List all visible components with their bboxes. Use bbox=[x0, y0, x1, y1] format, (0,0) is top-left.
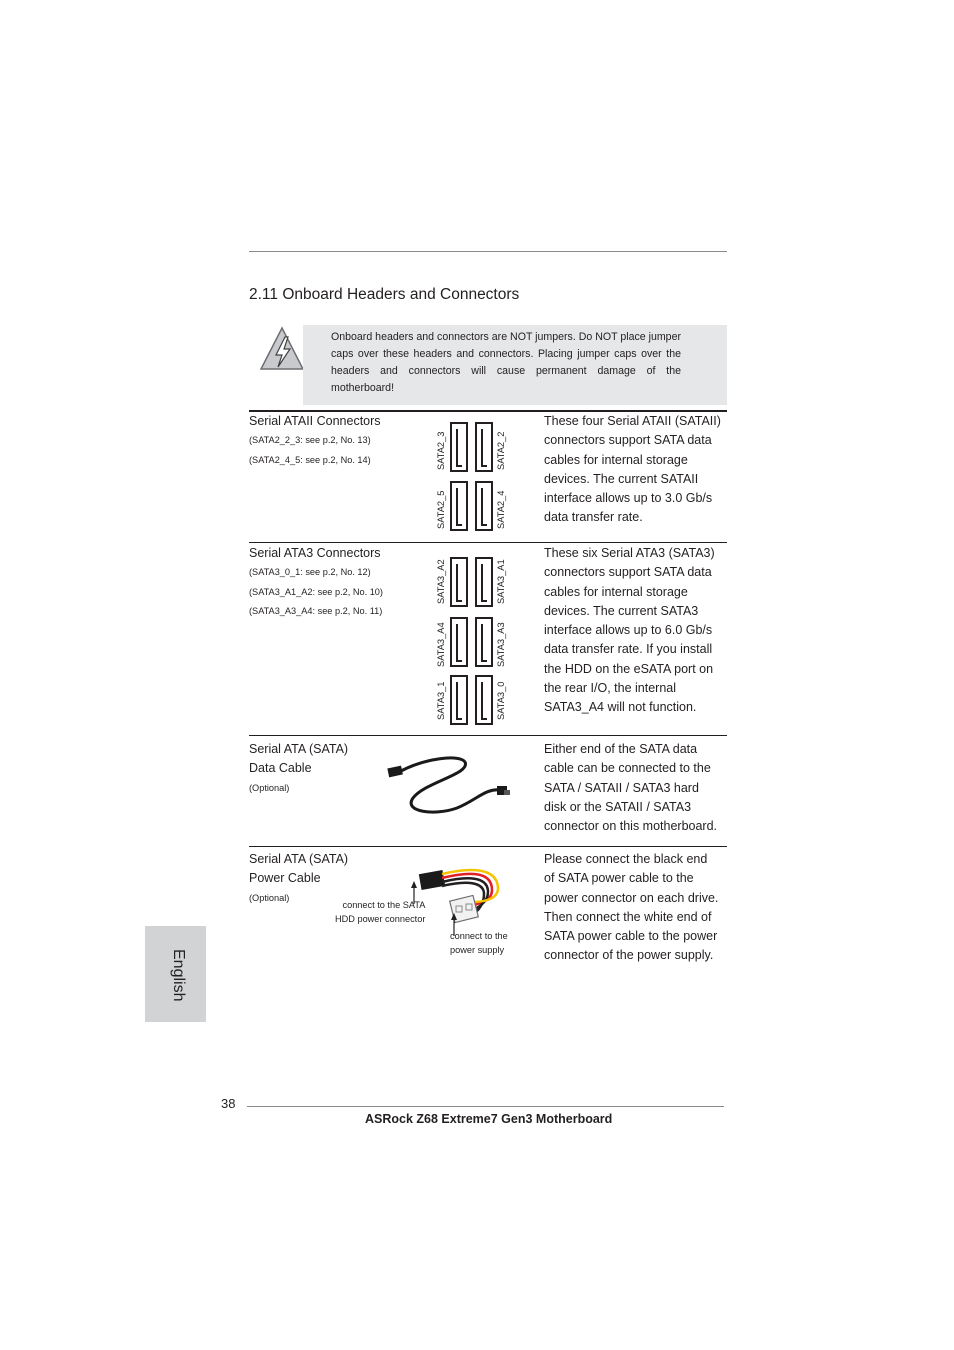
sata2-desc-line: data transfer rate. bbox=[544, 510, 643, 525]
sata3-ref-3: (SATA3_A3_A4: see p.2, No. 11) bbox=[249, 606, 383, 616]
port-label-sata2-4: SATA2_4 bbox=[496, 490, 506, 529]
sata2-refs bbox=[249, 431, 371, 470]
section-divider bbox=[249, 542, 727, 543]
power-cable-desc-line: power connector on each drive. bbox=[544, 890, 719, 905]
sata3-desc-line: connectors support SATA data bbox=[544, 565, 712, 580]
power-cable-desc-line: SATA power cable to the power bbox=[544, 929, 718, 944]
top-rule bbox=[249, 251, 727, 252]
section-title: 2.11 Onboard Headers and Connectors bbox=[249, 286, 520, 303]
data-cable-desc-line: connector on this motherboard. bbox=[544, 819, 718, 834]
note-hdd-line: connect to the SATA bbox=[342, 900, 426, 910]
power-cable-desc-line: connector of the power supply. bbox=[544, 948, 714, 963]
data-cable-desc-line: cable can be connected to the bbox=[544, 761, 711, 776]
sata2-desc-line: connectors support SATA data bbox=[544, 433, 712, 448]
section-divider bbox=[249, 846, 727, 847]
port-sata3-a1 bbox=[475, 557, 493, 607]
section-divider bbox=[249, 735, 727, 736]
port-sata3-a4 bbox=[450, 617, 468, 667]
sata2-connector-diagram bbox=[430, 418, 530, 536]
page-number: 38 bbox=[221, 1096, 236, 1111]
footer-rule bbox=[247, 1106, 724, 1107]
sata2-name: Serial ATAII Connectors bbox=[249, 414, 381, 428]
power-cable-desc-line: Then connect the white end of bbox=[544, 909, 712, 924]
data-cable-optional: (Optional) bbox=[249, 782, 290, 793]
power-cable-desc-line: Please connect the black end bbox=[544, 852, 708, 866]
data-cable-name-line: Serial ATA (SATA) bbox=[249, 742, 349, 756]
power-cable-description bbox=[544, 850, 718, 966]
port-sata2-4 bbox=[475, 481, 493, 531]
sata3-ref-1: (SATA3_0_1: see p.2, No. 12) bbox=[249, 567, 371, 577]
power-cable-optional: (Optional) bbox=[249, 892, 290, 903]
language-side-tab-label: English bbox=[170, 949, 187, 1002]
port-label-sata3-1: SATA3_1 bbox=[436, 681, 446, 720]
sata2-description bbox=[544, 412, 721, 528]
port-sata3-a3 bbox=[475, 617, 493, 667]
sata3-desc-line: the HDD on the eSATA port on bbox=[544, 661, 714, 676]
port-label-sata3-0: SATA3_0 bbox=[496, 681, 506, 720]
sata3-desc-line: data transfer rate. If you install bbox=[544, 642, 713, 657]
power-cable-desc-line: of SATA power cable to the bbox=[544, 871, 694, 886]
port-sata3-1 bbox=[450, 675, 468, 725]
port-label-sata2-3: SATA2_3 bbox=[436, 431, 446, 470]
sata3-desc-line: devices. The current SATA3 bbox=[544, 603, 699, 618]
port-sata3-0 bbox=[475, 675, 493, 725]
sata3-desc-line: cables for internal storage bbox=[544, 584, 688, 599]
power-cable-name-line: Power Cable bbox=[249, 871, 321, 886]
sata2-desc-line: cables for internal storage bbox=[544, 452, 688, 467]
sata3-desc-line: SATA3_A4 will not function. bbox=[544, 700, 697, 715]
warning-text: Onboard headers and connectors are NOT jumpers. Do NOT place jumper caps over these headers and connectors. Placing jumper caps over the headers and connectors will cause permanent damage of the motherboard! bbox=[331, 331, 681, 394]
port-sata2-5 bbox=[450, 481, 468, 531]
sata3-desc-line: interface allows up to 6.0 Gb/s bbox=[544, 623, 713, 638]
note-hdd-power bbox=[335, 898, 425, 926]
port-sata2-2 bbox=[475, 422, 493, 472]
note-hdd-line: HDD power connector bbox=[335, 914, 426, 924]
sata3-desc-line: These six Serial ATA3 (SATA3) bbox=[544, 546, 715, 560]
warning-box bbox=[303, 325, 727, 405]
sata-data-cable-illustration bbox=[385, 752, 525, 820]
data-cable-description bbox=[544, 740, 717, 836]
power-cable-name-line: Serial ATA (SATA) bbox=[249, 852, 349, 866]
sata3-connector-diagram bbox=[430, 552, 530, 728]
sata2-desc-line: devices. The current SATAII bbox=[544, 471, 699, 486]
sata3-ref-2: (SATA3_A1_A2: see p.2, No. 10) bbox=[249, 586, 383, 597]
port-sata2-3 bbox=[450, 422, 468, 472]
sata2-desc-line: interface allows up to 3.0 Gb/s bbox=[544, 491, 713, 506]
warning-lightning-icon bbox=[258, 325, 306, 371]
port-label-sata3-a4: SATA3_A4 bbox=[436, 622, 446, 667]
data-cable-name-line: Data Cable bbox=[249, 761, 312, 776]
power-cable-name bbox=[249, 850, 348, 908]
sata2-desc-line: These four Serial ATAII (SATAII) bbox=[544, 414, 721, 428]
port-label-sata3-a1: SATA3_A1 bbox=[496, 559, 506, 604]
sata3-desc-line: the rear I/O, the internal bbox=[544, 681, 677, 696]
note-psu-line: connect to the bbox=[450, 931, 508, 941]
port-label-sata2-5: SATA2_5 bbox=[436, 490, 446, 529]
sata3-description bbox=[544, 544, 715, 718]
port-label-sata3-a2: SATA3_A2 bbox=[436, 559, 446, 604]
language-side-tab bbox=[145, 926, 206, 1022]
note-power-supply bbox=[450, 929, 508, 957]
sata3-name: Serial ATA3 Connectors bbox=[249, 546, 381, 560]
data-cable-desc-line: SATA / SATAII / SATA3 hard bbox=[544, 780, 699, 795]
note-psu-line: power supply bbox=[450, 945, 505, 955]
data-cable-name bbox=[249, 740, 348, 798]
sata2-ref-2: (SATA2_4_5: see p.2, No. 14) bbox=[249, 454, 371, 465]
port-sata3-a2 bbox=[450, 557, 468, 607]
footer-title: ASRock Z68 Extreme7 Gen3 Motherboard bbox=[365, 1112, 613, 1126]
port-label-sata2-2: SATA2_2 bbox=[496, 431, 506, 470]
port-label-sata3-a3: SATA3_A3 bbox=[496, 622, 506, 667]
data-cable-desc-line: Either end of the SATA data bbox=[544, 742, 698, 756]
sata3-refs bbox=[249, 563, 383, 622]
sata2-ref-1: (SATA2_2_3: see p.2, No. 13) bbox=[249, 435, 371, 445]
data-cable-desc-line: disk or the SATAII / SATA3 bbox=[544, 799, 692, 814]
